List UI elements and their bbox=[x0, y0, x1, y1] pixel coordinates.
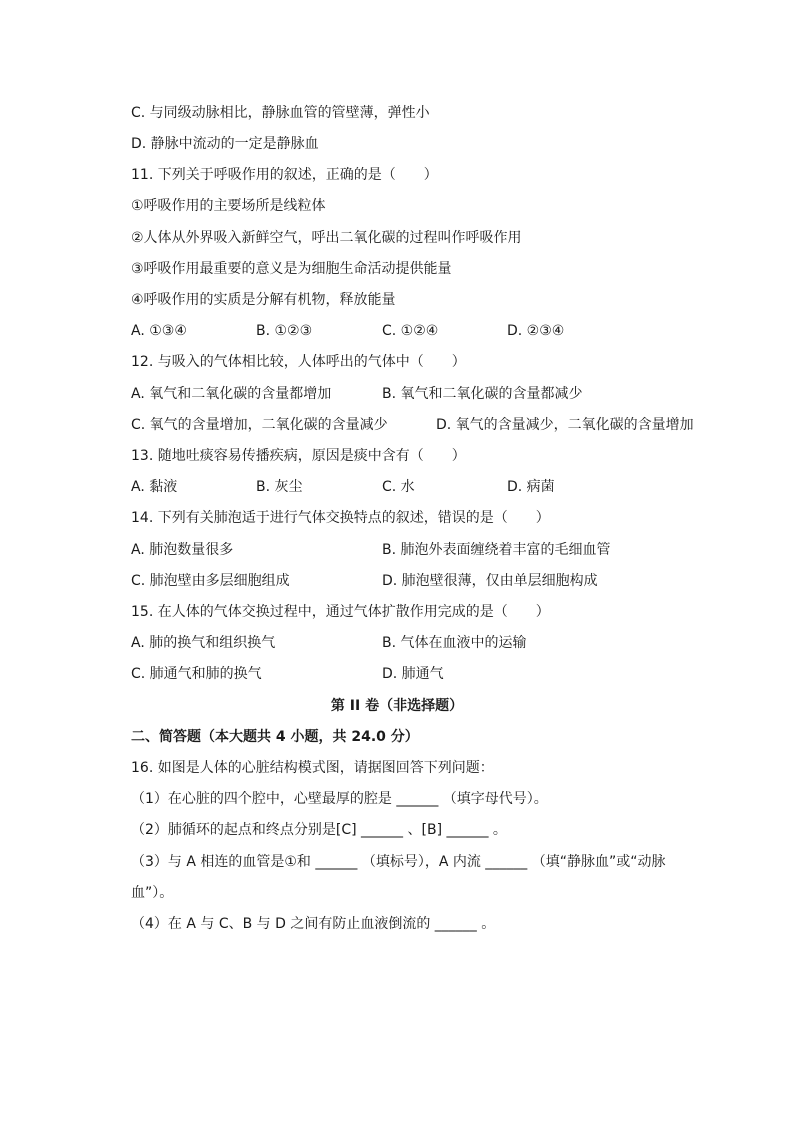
q12-option-c: C. 氧气的含量增加，二氧化碳的含量减少 bbox=[131, 417, 388, 433]
part-2-header: 二、简答题（本大题共 4 小题，共 24.0 分） bbox=[131, 729, 419, 745]
q11-statement-2: ②人体从外界吸入新鲜空气，呼出二氧化碳的过程叫作呼吸作用 bbox=[131, 230, 522, 246]
q16-sub-3: （3）与 A 相连的血管是①和 ______ （填标号），A 内流 ______ （填“静脉血”或“动脉 bbox=[131, 854, 666, 870]
q12-option-b: B. 氧气和二氧化碳的含量都减少 bbox=[382, 386, 583, 402]
q13-option-c: C. 水 bbox=[382, 479, 415, 495]
question-11: 11. 下列关于呼吸作用的叙述，正确的是（ ） bbox=[131, 167, 438, 183]
q11-statement-1: ①呼吸作用的主要场所是线粒体 bbox=[131, 198, 326, 214]
q16-sub-4: （4）在 A 与 C、B 与 D 之间有防止血液倒流的 ______ 。 bbox=[131, 916, 496, 932]
q14-option-d: D. 肺泡壁很薄，仅由单层细胞构成 bbox=[382, 573, 598, 589]
q14-option-c: C. 肺泡壁由多层细胞组成 bbox=[131, 573, 290, 589]
q11-option-d: D. ②③④ bbox=[507, 323, 565, 339]
q15-option-c: C. 肺通气和肺的换气 bbox=[131, 666, 262, 682]
q15-option-a: A. 肺的换气和组织换气 bbox=[131, 635, 276, 651]
question-13: 13. 随地吐痰容易传播疾病，原因是痰中含有（ ） bbox=[131, 448, 466, 464]
q12-option-d: D. 氧气的含量减少，二氧化碳的含量增加 bbox=[436, 417, 694, 433]
section-2-title: 第 II 卷（非选择题） bbox=[330, 698, 464, 714]
q16-sub-2: （2）肺循环的起点和终点分别是[C] ______ 、[B] ______ 。 bbox=[131, 822, 507, 838]
q11-option-c: C. ①②④ bbox=[382, 323, 439, 339]
q11-option-a: A. ①③④ bbox=[131, 323, 187, 339]
q13-option-a: A. 黏液 bbox=[131, 479, 178, 495]
q12-option-a: A. 氧气和二氧化碳的含量都增加 bbox=[131, 386, 332, 402]
q14-option-b: B. 肺泡外表面缠绕着丰富的毛细血管 bbox=[382, 542, 611, 558]
q15-option-b: B. 气体在血液中的运输 bbox=[382, 635, 527, 651]
question-16: 16. 如图是人体的心脏结构模式图，请据图回答下列问题： bbox=[131, 760, 494, 776]
q11-statement-3: ③呼吸作用最重要的意义是为细胞生命活动提供能量 bbox=[131, 261, 452, 277]
q14-option-a: A. 肺泡数量很多 bbox=[131, 542, 234, 558]
q11-statement-4: ④呼吸作用的实质是分解有机物，释放能量 bbox=[131, 292, 396, 308]
question-12: 12. 与吸入的气体相比较，人体呼出的气体中（ ） bbox=[131, 354, 466, 370]
q15-option-d: D. 肺通气 bbox=[382, 666, 444, 682]
q10-option-c: C. 与同级动脉相比，静脉血管的管壁薄，弹性小 bbox=[131, 105, 430, 121]
question-15: 15. 在人体的气体交换过程中，通过气体扩散作用完成的是（ ） bbox=[131, 604, 550, 620]
q10-option-d: D. 静脉中流动的一定是静脉血 bbox=[131, 136, 319, 152]
q16-sub-3-continued: 血”）。 bbox=[131, 885, 174, 901]
q16-sub-1: （1）在心脏的四个腔中，心壁最厚的腔是 ______ （填字母代号）。 bbox=[131, 791, 548, 807]
q13-option-d: D. 病菌 bbox=[507, 479, 555, 495]
question-14: 14. 下列有关肺泡适于进行气体交换特点的叙述，错误的是（ ） bbox=[131, 510, 550, 526]
q11-option-b: B. ①②③ bbox=[256, 323, 313, 339]
q13-option-b: B. 灰尘 bbox=[256, 479, 303, 495]
